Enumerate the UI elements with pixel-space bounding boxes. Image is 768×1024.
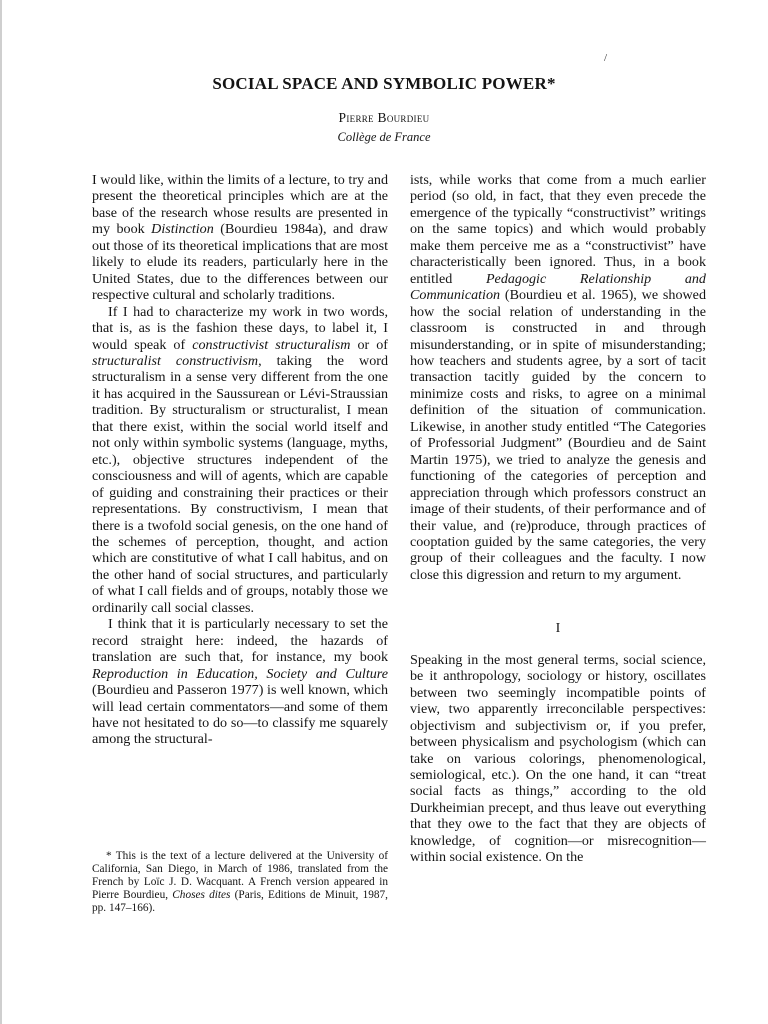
author-name: Pierre Bourdieu [338,110,430,125]
left-column [92,172,388,748]
right-column [410,172,706,866]
footnote: * This is the text of a lecture delivered at the University of California, San Diego, in March of 1986, translated from the French by Loïc J. D. Wacquant. A French version appeared in Pierre Bourdieu, Choses dites (Paris, Editions de Minuit, 1987, pp. 147–166). [92,850,388,914]
paragraph-record-straight: I think that it is particularly necessary to set the record straight here: indeed, the hazards of translation are such that, for instance, my book Reproduction in Education, Society and Culture (Bourdieu and Passeron 1977) is well known, which will lead certain commentators—and some of them have not hesitated to do so—to classify me squarely among the structural- [92,616,388,748]
section-heading: I [555,621,561,637]
stray-mark: / [604,52,608,64]
paragraph-intro: I would like, within the limits of a lecture, to try and present the theoretical principles which are at the base of the research whose results are presented in my book Distinction (Bourdieu 1984a), and draw out those of its theoretical implications that are most likely to elude its readers, particularly here in the United States, due to the differences between our respective cultural and scholarly traditions. [92,172,388,304]
paragraph-earlier-works: ists, while works that come from a much earlier period (so old, in fact, that they even precede the emergence of the typically “constructivist” writings on the same topics) and which would probably make them perceive me as a “constructivist” have characteristically been ignored. Thus, in a book entitled Pedagogic Relationship and Communication (Bourdieu et al. 1965), we showed how the social relation of understanding in the classroom is constructed in and through misunderstanding, or in spite of misunderstanding; how teachers and students agree, by a sort of tacit transaction tacitly guided by the concern to minimize costs and risks, to agree on a minimal definition of the situation of communication. Likewise, in another study entitled “The Categories of Professorial Judgment” (Bourdieu and de Saint Martin 1975), we tried to analyze the genesis and functioning of the categories of perception and appreciation through which professors construct an image of their students, of their performance and of their value, and (re)produce, through practices of cooptation guided by the same categories, the very group of their colleagues and the faculty. I now close this digression and return to my argument. [410,172,706,583]
author-affiliation: Collège de France [337,130,431,144]
paragraph-constructivist-structuralism: If I had to characterize my work in two words, that is, as is the fashion these days, to label it, I would speak of constructivist structuralism or of structuralist constructivism, taking the word structuralism in a sense very different from the one it has acquired in the Saussurean or Lévi-Straussian tradition. By structuralism or structuralist, I mean that there exist, within the social world itself and not only within symbolic systems (language, myths, etc.), objective structures independent of the consciousness and will of agents, which are capable of guiding and constraining their practices or their representations. By constructivism, I mean that there is a twofold social genesis, on the one hand of the schemes of perception, thought, and action which are constitutive of what I call habitus, and on the other hand of social structures, and particularly of what I call fields and of groups, notably those we ordinarily call social classes. [92,303,388,616]
article-title: SOCIAL SPACE AND SYMBOLIC POWER* [212,74,556,93]
paragraph-social-science: Speaking in the most general terms, social science, be it anthropology, sociology or history, oscillates between two seemingly incompatible points of view, two apparently irreconcilable perspectives: objectivism and subjectivism or, if you prefer, between physicalism and psychologism (which can take on various colorings, phenomenological, semiological, etc.). On the one hand, it can “treat social facts as things,” according to the old Durkheimian precept, and thus leave out everything that they owe to the fact that they are objects of knowledge, of cognition—or misrecognition—within social existence. On the [410,651,706,866]
